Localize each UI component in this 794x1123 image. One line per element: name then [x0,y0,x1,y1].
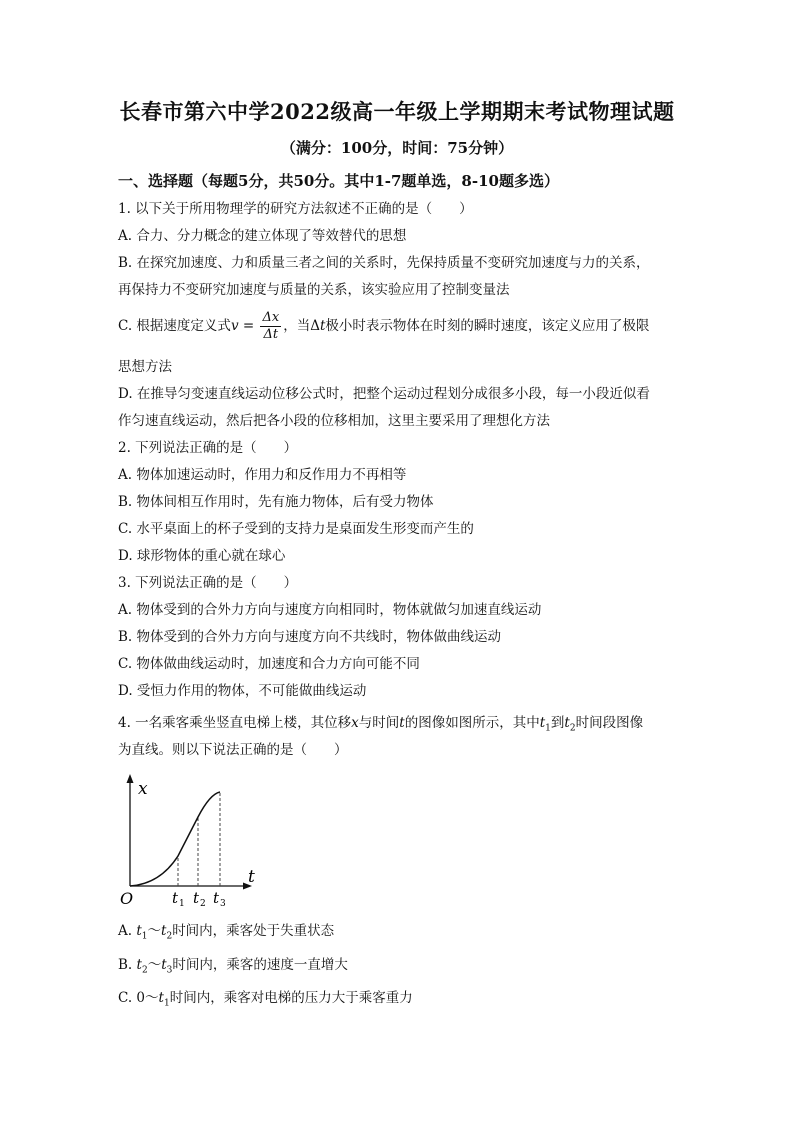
page-title: 长春市第六中学2022级高一年级上学期期末考试物理试题 [119,99,675,124]
t1-subscript: 1 [179,899,185,909]
q4-c-t1-sub: 1 [163,998,170,1009]
q1-c-prefix: C. 根据速度定义式 [118,318,231,334]
q4-b-suffix: 时间内，乘客的速度一直增大 [172,957,348,973]
q1-stem: 1. 以下关于所用物理学的研究方法叙述不正确的是（ ） [118,201,473,217]
q1-c-equals: = [238,318,259,334]
q4-option-a [118,922,334,946]
q1-c-variable: v [230,318,239,334]
q3-option-b: B. 物体受到的合外力方向与速度方向不共线时，物体做曲线运动 [118,629,502,645]
section-heading: 一、选择题（每题5分，共50分。其中1-7题单选，8-10题多选） [118,172,559,190]
q4-c-t1: t [158,990,164,1006]
q4-stem-t2-sub: 2 [569,723,576,734]
q4-b-t2: t [136,957,142,973]
q4-stem-line1 [118,714,643,738]
q4-a-t1: t [136,923,142,939]
q4-b-t3-sub: 3 [166,965,173,976]
q3-option-d: D. 受恒力作用的物体，不可能做曲线运动 [118,683,367,699]
t3-label: t [213,889,220,907]
q1-option-c-line2: 思想方法 [118,359,172,375]
q4-stem-part: 的图像如图所示，其中 [404,715,540,731]
q1-option-d-line2: 作匀速直线运动，然后把各小段的位移相加，这里主要采用了理想化方法 [118,413,550,429]
q2-option-c: C. 水平桌面上的杯子受到的支持力是桌面发生形变而产生的 [118,521,474,537]
t3-subscript: 3 [220,899,226,909]
q4-a-t2: t [161,923,167,939]
q4-stem-part: 到 [550,715,565,731]
q1-option-b-line2: 再保持力不变研究加速度与质量的关系，该实验应用了控制变量法 [118,282,510,298]
q2-stem: 2. 下列说法正确的是（ ） [118,440,298,456]
q4-a-t1-sub: 1 [141,931,148,942]
q1-option-c-line1 [118,310,649,343]
q1-option-b-line1: B. 在探究加速度、力和质量三者之间的关系时，先保持质量不变研究加速度与力的关系， [118,255,650,271]
q3-stem: 3. 下列说法正确的是（ ） [118,575,298,591]
t2-subscript: 2 [200,899,206,909]
q1-c-denominator: Δt [263,327,279,342]
q4-stem-t1-sub: 1 [545,723,551,734]
q1-c-t: t [319,318,326,334]
q4-b-prefix: B. [118,957,137,973]
q1-option-d-line1: D. 在推导匀变速直线运动位移公式时，把整个运动过程划分成很多小段，每一小段近似看 [118,386,650,402]
q4-option-b [118,956,348,980]
q2-option-d: D. 球形物体的重心就在球心 [118,548,286,564]
q4-b-t2-sub: 2 [141,965,148,976]
origin-label: O [120,889,134,908]
q4-stem-x: x [351,715,359,731]
t1-label: t [172,889,179,907]
x-axis-label: t [248,867,255,887]
t2-label: t [193,889,200,907]
q3-option-c: C. 物体做曲线运动时，加速度和合力方向可能不同 [118,656,420,672]
q2-option-a: A. 物体加速运动时，作用力和反作用力不再相等 [118,467,407,483]
q4-stem-t2: t [564,715,570,731]
q2-option-b: B. 物体间相互作用时，先有施力物体，后有受力物体 [118,494,434,510]
q4-b-tilde: ～ [147,957,162,973]
q4-stem-part: 4. 一名乘客乘坐竖直电梯上楼，其位移 [118,715,352,731]
q1-c-numerator: Δx [262,310,280,325]
q4-a-suffix: 时间内，乘客处于失重状态 [172,923,335,939]
q4-b-t3: t [161,957,167,973]
q1-c-fraction [260,310,281,343]
q4-c-prefix: C. 0～ [118,990,159,1006]
q4-stem-t1: t [539,715,546,731]
q4-a-t2-sub: 2 [166,931,173,942]
y-axis-label: x [138,779,148,799]
q4-option-c [118,989,413,1013]
q4-c-suffix: 时间内，乘客对电梯的压力大于乘客重力 [169,990,413,1006]
page-subtitle: （满分：100分，时间：75分钟） [280,139,514,157]
q4-stem-t: t [399,715,405,731]
q4-a-prefix: A. [118,923,137,939]
q4-stem-part: 时间段图像 [575,715,644,731]
x-t-curve [130,792,220,886]
x-t-graph [118,770,268,910]
q4-stem-part: 与时间 [358,715,400,731]
q4-stem-line2: 为直线。则以下说法正确的是（ ） [118,742,348,758]
y-axis-arrow-icon [127,774,134,783]
q3-option-a: A. 物体受到的合外力方向与速度方向相同时，物体就做匀加速直线运动 [118,602,542,618]
q1-c-middle: ，当Δ [283,318,320,334]
q4-a-tilde: ～ [147,923,162,939]
q1-option-a: A. 合力、分力概念的建立体现了等效替代的思想 [118,228,407,244]
q1-c-suffix: 极小时表示物体在时刻的瞬时速度，该定义应用了极限 [325,318,650,334]
